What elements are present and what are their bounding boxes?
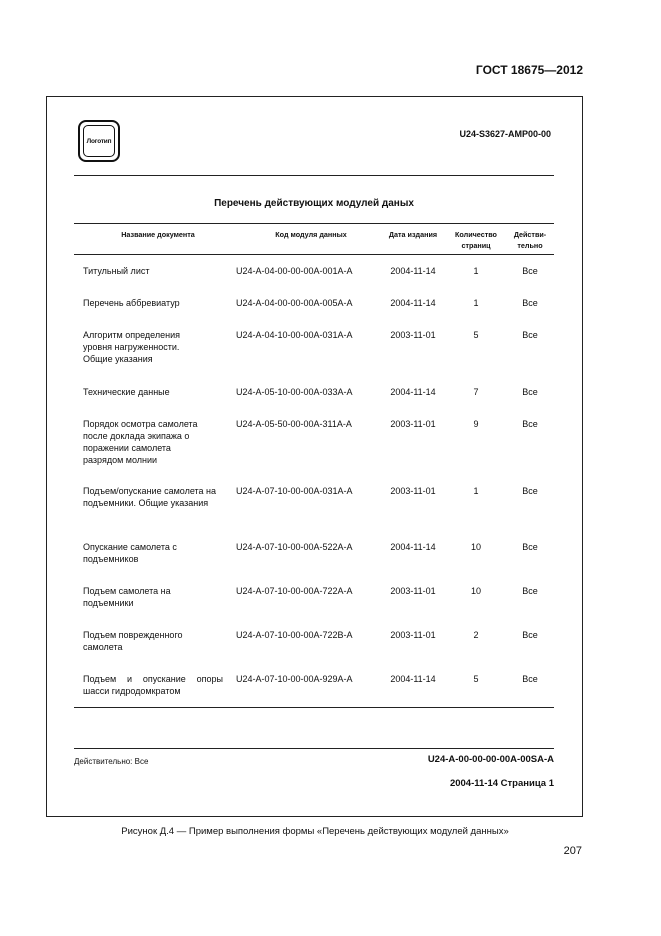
module-code: U24-A-07-10-00-00A-722A-A (236, 586, 353, 596)
footer-rule (74, 748, 554, 749)
module-code: U24-A-07-10-00-00A-722B-A (236, 630, 353, 640)
module-code: U24-A-07-10-00-00A-031A-A (236, 486, 353, 496)
module-code: U24-A-05-10-00-00A-033A-A (236, 387, 353, 397)
module-code: U24-A-07-10-00-00A-929A-A (236, 674, 353, 684)
issue-date: 2004-11-14 (390, 298, 436, 308)
effectivity: Все (522, 387, 538, 397)
page-count: 5 (473, 674, 479, 684)
doc-name: Технические данные (83, 387, 170, 397)
page-number: 207 (563, 845, 582, 857)
table-header-rule (74, 254, 554, 255)
footer-effectivity: Действительно: Все (74, 757, 149, 766)
logo (78, 120, 120, 162)
effectivity: Все (522, 266, 538, 276)
page-count: 1 (473, 298, 479, 308)
table-top-rule (74, 223, 554, 224)
issue-date: 2003-11-01 (390, 586, 436, 596)
page-count: 9 (473, 419, 479, 429)
doc-name: Титульный лист (83, 266, 150, 276)
issue-date: 2003-11-01 (390, 630, 436, 640)
col-header-code: Код модуля данных (275, 230, 347, 239)
issue-date: 2004-11-14 (390, 266, 436, 276)
effectivity: Все (522, 419, 538, 429)
issue-date: 2003-11-01 (390, 330, 436, 340)
footer-date-page: 2004-11-14 Страница 1 (449, 778, 554, 789)
col-header-qty: Количество страниц (455, 230, 497, 250)
issue-date: 2003-11-01 (390, 486, 436, 496)
col-header-act: Действи-тельно (513, 230, 547, 250)
module-code: U24-A-04-00-00-00A-001A-A (236, 266, 353, 276)
divider (74, 175, 554, 176)
page-count: 7 (473, 387, 479, 397)
effectivity: Все (522, 298, 538, 308)
effectivity: Все (522, 330, 538, 340)
col-header-name: Название документа (121, 230, 195, 239)
issue-date: 2003-11-01 (390, 419, 436, 429)
doc-name: Перечень аббревиатур (83, 298, 180, 308)
module-code: U24-A-04-00-00-00A-005A-A (236, 298, 353, 308)
footer-module-code: U24-A-00-00-00-00A-00SA-A (427, 754, 554, 765)
doc-name: Подъем/опускание самолета на подъемники. Общие указания (83, 486, 217, 508)
issue-date: 2004-11-14 (390, 674, 436, 684)
module-code: U24-A-07-10-00-00A-522A-A (236, 542, 353, 552)
logo-text: Логотип (83, 125, 115, 157)
doc-name: Порядок осмотра самолета после доклада экипажа о поражении самолета разрядом молнии (83, 419, 198, 465)
standard-header: ГОСТ 18675—2012 (475, 63, 583, 77)
data-module-code: U24-S3627-AMP00-00 (459, 129, 551, 139)
module-code: U24-A-04-10-00-00A-031A-A (236, 330, 353, 340)
page-count: 10 (470, 586, 481, 596)
effectivity: Все (522, 486, 538, 496)
page-count: 1 (473, 486, 479, 496)
doc-name: Опускание самолета с подъемников (83, 542, 177, 564)
doc-name: Подъем поврежденного самолета (83, 630, 183, 652)
effectivity: Все (522, 542, 538, 552)
page-count: 2 (473, 630, 479, 640)
form-frame (46, 96, 583, 817)
effectivity: Все (522, 630, 538, 640)
page-count: 10 (470, 542, 481, 552)
page-count: 1 (473, 266, 479, 276)
issue-date: 2004-11-14 (390, 542, 436, 552)
doc-name: Алгоритм определения уровня нагруженности. Общие указания (83, 330, 180, 364)
doc-name: Подъем самолета на подъемники (83, 586, 171, 608)
col-header-date: Дата издания (388, 230, 438, 239)
effectivity: Все (522, 674, 538, 684)
figure-caption: Рисунок Д.4 — Пример выполнения формы «Перечень действующих модулей данных» (121, 826, 509, 837)
issue-date: 2004-11-14 (390, 387, 436, 397)
doc-name: Подъем и опускание опоры шасси гидродомкратом (83, 674, 223, 696)
module-code: U24-A-05-50-00-00A-311A-A (236, 419, 352, 429)
effectivity: Все (522, 586, 538, 596)
form-title: Перечень действующих модулей даных (214, 198, 414, 209)
table-bottom-rule (74, 707, 554, 708)
page-count: 5 (473, 330, 479, 340)
